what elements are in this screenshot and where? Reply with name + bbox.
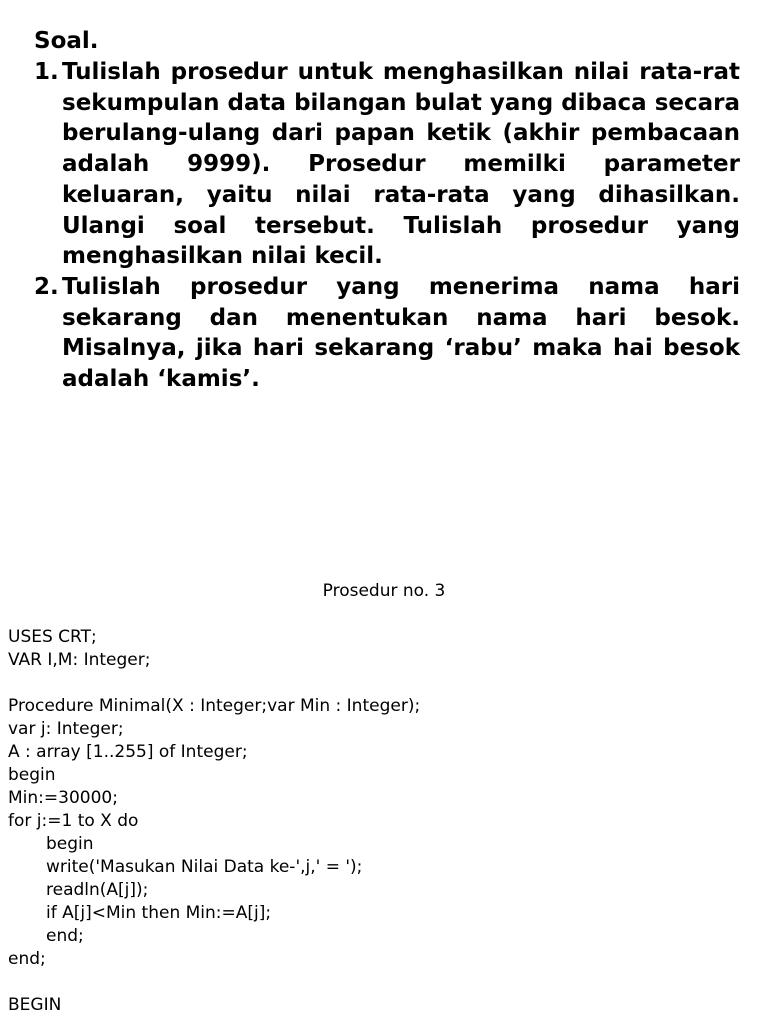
- soal-item-1: [34, 57, 740, 272]
- code-line: end;: [8, 949, 46, 969]
- code-block: [8, 626, 420, 1017]
- code-line: var j: Integer;: [8, 719, 124, 739]
- code-line: A : array [1..255] of Integer;: [8, 742, 248, 762]
- soal-list: [34, 57, 740, 395]
- code-line: write('Masukan Nilai Data ke-',j,' = ');: [46, 857, 363, 877]
- code-line: [8, 672, 420, 695]
- code-line: Procedure Minimal(X : Integer;var Min : Integer);: [8, 696, 421, 716]
- code-line: begin: [46, 834, 94, 854]
- code-line: [8, 971, 420, 994]
- code-line: for j:=1 to X do: [8, 811, 139, 831]
- code-line: begin: [8, 765, 56, 785]
- soal-item-2: [34, 272, 740, 395]
- code-caption: Prosedur no. 3: [322, 581, 446, 601]
- code-line: end;: [46, 926, 84, 946]
- soal-item-text: Tulislah prosedur yang menerima nama hari sekarang dan menentukan nama hari besok. Misalnya, jika hari sekarang ‘rabu’ maka hai besok adalah ‘kamis’.: [62, 273, 740, 393]
- code-line: readln(A[j]);: [46, 880, 149, 900]
- code-line: BEGIN: [8, 995, 62, 1015]
- soal-item-number: 1.: [34, 59, 59, 85]
- soal-item-number: 2.: [34, 273, 59, 300]
- code-line: USES CRT;: [8, 627, 97, 647]
- soal-item-text: Tulislah prosedur untuk menghasilkan nilai rata-rat sekumpulan data bilangan bulat yang dibaca secara berulang-ulang dari papan ketik (akhir pembacaan adalah 9999). Prosedur memilki parameter keluaran, yaitu nilai rata-rata yang dihasilkan. Ulangi soal tersebut. Tulislah prosedur yang menghasilkan nilai kecil.: [62, 59, 740, 270]
- code-line: if A[j]<Min then Min:=A[j];: [46, 903, 272, 923]
- soal-heading: Soal.: [34, 28, 99, 54]
- code-line: VAR I,M: Integer;: [8, 650, 151, 670]
- code-line: Min:=30000;: [8, 788, 118, 808]
